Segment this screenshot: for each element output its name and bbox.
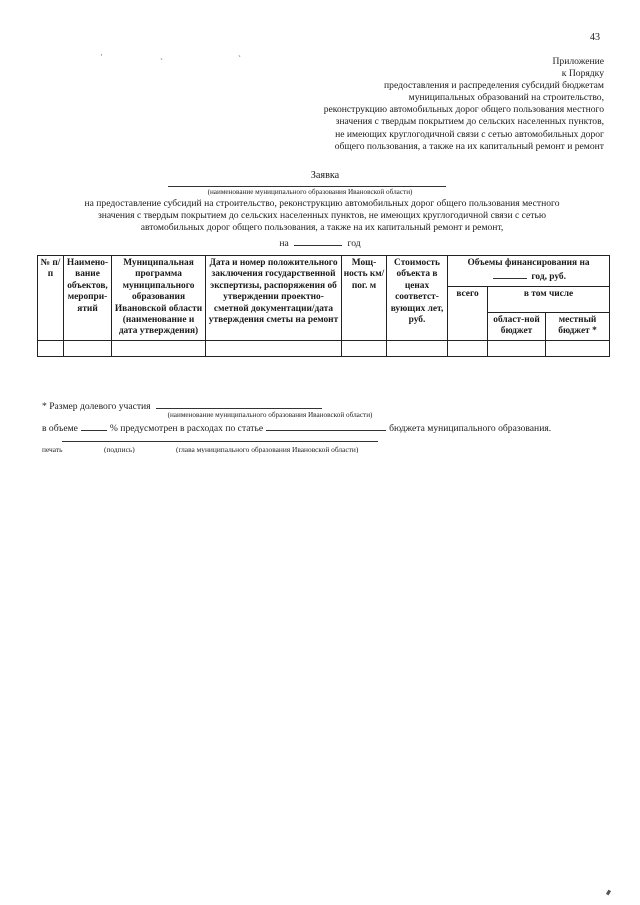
purpose-line: значения с твердым покрытием до сельских населенных пунктов, не имеющих круглогодичной связи с сетью xyxy=(97,210,547,221)
form-title xyxy=(0,165,640,183)
form-title-text: Заявка xyxy=(310,170,340,181)
appendix-line: не имеющих круглогодичной связи с сетью автомобильных дорог xyxy=(335,128,604,140)
share-blank xyxy=(156,399,322,409)
header-total: всего xyxy=(448,286,488,340)
table-cell xyxy=(206,340,342,356)
appendix-line: значения с твердым покрытием до сельских населенных пунктов, xyxy=(335,116,604,128)
head-caption: (глава муниципального образования Ивановской области) xyxy=(176,445,359,453)
header-program: Муниципальная программа муниципального образования Ивановской области (наименование и дата утверждения) xyxy=(112,256,206,341)
purpose-line: автомобильных дорог общего пользования, а также на их капитальный ремонт и ремонт, xyxy=(140,222,504,233)
appendix-line: предоставления и распределения субсидий бюджетам xyxy=(384,80,604,92)
funding-table xyxy=(37,255,610,357)
header-num: № п/п xyxy=(38,256,64,341)
share-label: * Размер долевого участия xyxy=(42,401,151,412)
volume-suffix: бюджета муниципального образования. xyxy=(389,423,552,434)
table-cell xyxy=(448,340,488,356)
year-line xyxy=(0,236,640,249)
volume-row xyxy=(42,421,551,434)
stamp-caption: печать xyxy=(42,445,63,453)
page-number: 43 xyxy=(590,32,600,43)
year-blank xyxy=(294,236,342,246)
table-cell xyxy=(387,340,448,356)
signature-line xyxy=(62,441,378,442)
volume-prefix: в объеме xyxy=(42,423,78,434)
table-cell xyxy=(38,340,64,356)
header-including: в том числе xyxy=(488,286,610,312)
year-prefix: на xyxy=(279,238,289,249)
form-purpose xyxy=(50,198,594,234)
header-object-name: Наимено-вание объектов, меропри-ятий xyxy=(64,256,112,341)
table-cell xyxy=(342,340,387,356)
table-cell xyxy=(488,340,546,356)
percent-blank xyxy=(81,421,107,431)
municipality-name-caption: (наименование муниципального образования Ивановской области) xyxy=(207,188,413,196)
table-row xyxy=(38,340,610,356)
appendix-line: общего пользования, а также на их капитальный ремонт и ремонт xyxy=(334,140,604,152)
appendix-line: к Порядку xyxy=(561,68,604,80)
volume-mid: % предусмотрен в расходах по статье xyxy=(109,423,264,434)
header-cost: Стоимость объекта в ценах соответст-вующих лет, руб. xyxy=(387,256,448,341)
signature-caption: (подпись) xyxy=(104,445,135,453)
year-suffix: год xyxy=(347,238,361,249)
header-local-budget: местный бюджет * xyxy=(546,313,610,341)
appendix-line: реконструкцию автомобильных дорог общего пользования местного xyxy=(323,104,604,116)
table-cell xyxy=(64,340,112,356)
header-scan-marks: · ˎ ˴ xyxy=(100,50,241,60)
municipality-name-line xyxy=(168,186,446,187)
header-funding xyxy=(448,256,610,287)
scan-corner-mark xyxy=(606,890,611,896)
header-capacity: Мощ-ность км/пог. м xyxy=(342,256,387,341)
header-regional-budget: област-ной бюджет xyxy=(488,313,546,341)
funding-year-blank xyxy=(493,269,527,279)
funding-suffix: год, руб. xyxy=(531,272,566,283)
article-blank xyxy=(266,421,386,431)
table-cell xyxy=(546,340,610,356)
appendix-line: Приложение xyxy=(552,56,604,67)
header-expertise: Дата и номер положительного заключения государственной экспертизы, распоряжения об утверждении проектно-сметной документации/дата утверждения сметы на ремонт xyxy=(206,256,342,341)
purpose-line: на предоставление субсидий на строительство, реконструкцию автомобильных дорог общего пользования местного xyxy=(84,198,560,209)
signature-captions xyxy=(42,445,402,453)
share-caption: (наименование муниципального образования Ивановской области) xyxy=(167,411,373,419)
appendix-header xyxy=(264,56,604,153)
table-cell xyxy=(112,340,206,356)
funding-prefix: Объемы финансирования на xyxy=(467,258,590,268)
appendix-line: муниципальных образований на строительство, xyxy=(408,92,604,104)
